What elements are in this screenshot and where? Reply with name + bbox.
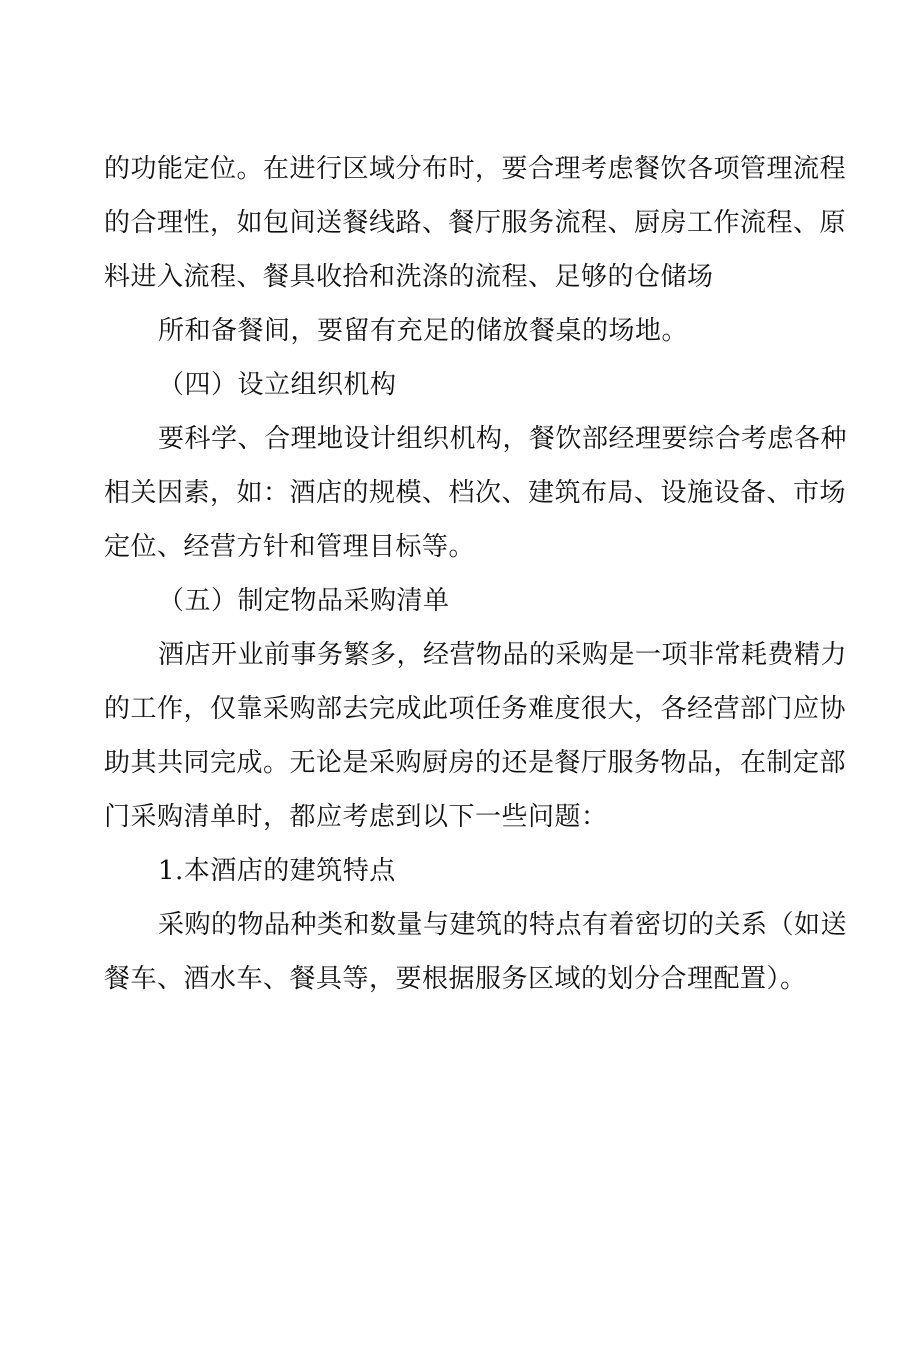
section-heading-5: （五）制定物品采购清单: [158, 586, 450, 616]
paragraph-line: 的合理性，如包间送餐线路、餐厅服务流程、厨房工作流程、原: [104, 208, 847, 238]
section-heading-4: （四）设立组织机构: [158, 370, 397, 400]
paragraph-line: 料进入流程、餐具收拾和洗涤的流程、足够的仓储场: [104, 262, 714, 292]
paragraph-line: 酒店开业前事务繁多，经营物品的采购是一项非常耗费精力: [158, 640, 848, 670]
subsection-heading-1: 1.本酒店的建筑特点: [158, 856, 396, 886]
paragraph-line: 助其共同完成。无论是采购厨房的还是餐厅服务物品，在制定部: [104, 748, 847, 778]
paragraph-line: 门采购清单时，都应考虑到以下一些问题：: [104, 802, 608, 832]
paragraph-line: 要科学、合理地设计组织机构，餐饮部经理要综合考虑各种: [158, 424, 848, 454]
paragraph-line: 所和备餐间，要留有充足的储放餐桌的场地。: [158, 316, 689, 346]
paragraph-line: 定位、经营方针和管理目标等。: [104, 532, 476, 562]
paragraph-line: 餐车、酒水车、餐具等，要根据服务区域的划分合理配置）。: [104, 964, 807, 994]
paragraph-line: 的功能定位。在进行区域分布时，要合理考虑餐饮各项管理流程: [104, 154, 847, 184]
paragraph-line: 的工作，仅靠采购部去完成此项任务难度很大，各经营部门应协: [104, 694, 847, 724]
paragraph-line: 相关因素，如：酒店的规模、档次、建筑布局、设施设备、市场: [104, 478, 847, 508]
paragraph-line: 采购的物品种类和数量与建筑的特点有着密切的关系（如送: [158, 910, 848, 940]
